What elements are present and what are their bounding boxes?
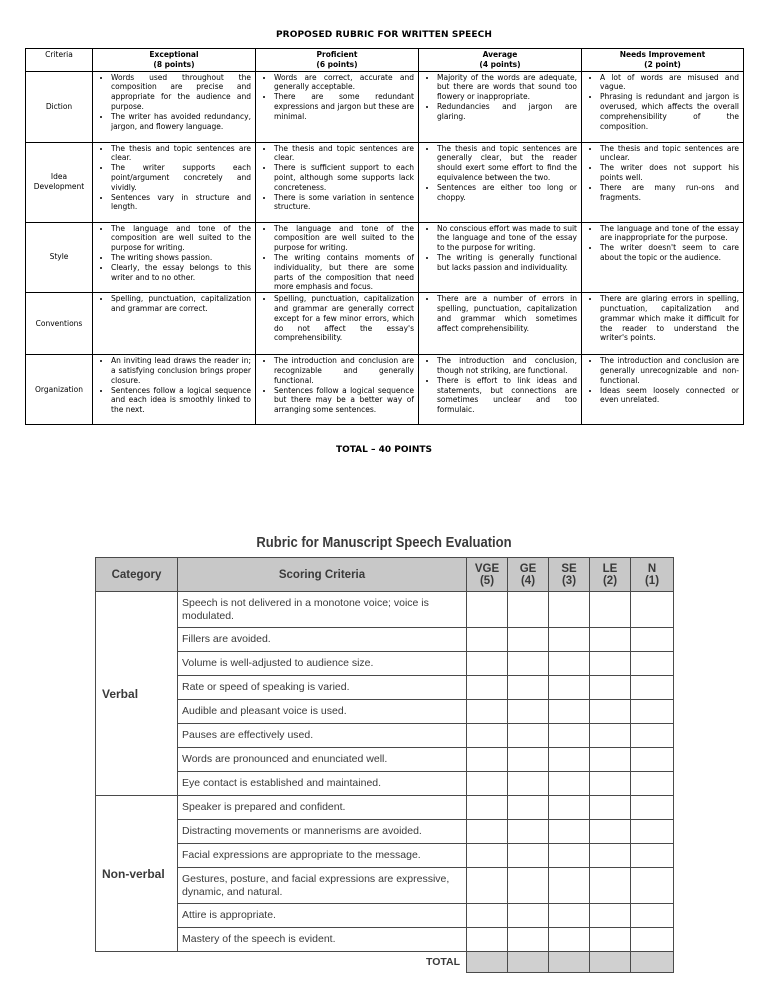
descriptor-cell-needs-improvement [582, 355, 744, 425]
score-cell-vge[interactable] [467, 844, 508, 868]
score-header-le: LE (2) [590, 558, 631, 592]
score-cell-n[interactable] [631, 724, 674, 748]
descriptor-bullet: • Majority of the words are adequate, but there are words that sound too flowery or inappropriate. [437, 73, 577, 102]
score-cell-ge[interactable] [508, 796, 549, 820]
written-rubric-title: PROPOSED RUBRIC FOR WRITTEN SPEECH [275, 30, 493, 40]
criterion-label: Style [26, 222, 93, 293]
score-cell-n[interactable] [631, 592, 674, 628]
score-cell-n[interactable] [631, 628, 674, 652]
rubric-header-row [26, 49, 744, 72]
descriptor-bullet: • There is sufficient support to each point, although some supports lack concreteness. [274, 163, 414, 192]
score-cell-le[interactable] [590, 676, 631, 700]
score-cell-se[interactable] [549, 676, 590, 700]
scoring-criterion: Speech is not delivered in a monotone voice; voice is modulated. [178, 592, 467, 628]
criterion-row [96, 796, 674, 820]
score-cell-vge[interactable] [467, 700, 508, 724]
total-row-spacer [96, 952, 178, 973]
level-header-needs-improvement: Needs Improvement (2 point) [582, 49, 744, 72]
score-cell-vge[interactable] [467, 724, 508, 748]
level-header-average: Average (4 points) [419, 49, 582, 72]
criterion-row [96, 628, 674, 652]
score-cell-le[interactable] [590, 820, 631, 844]
manuscript-rubric-title: Rubric for Manuscript Speech Evaluation [256, 535, 512, 551]
score-cell-ge[interactable] [508, 748, 549, 772]
score-cell-vge[interactable] [467, 592, 508, 628]
descriptor-bullet: • Words are correct, accurate and generally acceptable. [274, 73, 414, 93]
criterion-row [96, 592, 674, 628]
descriptor-cell-needs-improvement [582, 293, 744, 355]
descriptor-bullet: • Sentences follow a logical sequence and each idea is smoothly linked to the next. [111, 386, 251, 415]
descriptor-cell-needs-improvement [582, 222, 744, 293]
descriptor-bullet: • The writer does not support his points well. [600, 163, 739, 183]
criterion-label: Diction [26, 71, 93, 142]
score-cell-se[interactable] [549, 820, 590, 844]
score-cell-vge[interactable] [467, 772, 508, 796]
descriptor-cell-exceptional [93, 293, 256, 355]
level-header-exceptional: Exceptional (8 points) [93, 49, 256, 72]
scoring-criterion: Audible and pleasant voice is used. [178, 700, 467, 724]
criterion-label: Organization [26, 355, 93, 425]
descriptor-bullet: • Sentences follow a logical sequence but there may be a better way of arranging some sentences. [274, 386, 414, 415]
descriptor-bullet: • The thesis and topic sentences are generally clear, but the reader should exert some effort to find the equivalence between the two. [437, 144, 577, 183]
descriptor-bullet: • The writer has avoided redundancy, jargon, and flowery language. [111, 112, 251, 132]
score-cell-ge[interactable] [508, 592, 549, 628]
rubric-row [26, 71, 744, 142]
score-cell-se[interactable] [549, 904, 590, 928]
score-cell-le[interactable] [590, 652, 631, 676]
scoring-criterion: Words are pronounced and enunciated well. [178, 748, 467, 772]
score-cell-se[interactable] [549, 628, 590, 652]
descriptor-bullet: • There are a number of errors in spelling, punctuation, capitalization and grammar which sometimes affect comprehensibility. [437, 294, 577, 333]
scoring-criteria-header: Scoring Criteria [178, 558, 467, 592]
descriptor-bullet: • Redundancies and jargon are glaring. [437, 102, 577, 122]
score-cell-le[interactable] [590, 796, 631, 820]
score-cell-le[interactable] [590, 700, 631, 724]
score-cell-le[interactable] [590, 772, 631, 796]
descriptor-bullet: • The thesis and topic sentences are unclear. [600, 144, 739, 164]
score-cell-n[interactable] [631, 904, 674, 928]
score-cell-ge[interactable] [508, 772, 549, 796]
rubric-row [26, 142, 744, 222]
descriptor-bullet: • The writing contains moments of individuality, but there are some parts of the composition that need more emphasis and focus. [274, 253, 414, 292]
score-cell-se[interactable] [549, 748, 590, 772]
descriptor-bullet: • The introduction and conclusion are generally unrecognizable and non-functional. [600, 356, 739, 385]
descriptor-bullet: • There is effort to link ideas and statements, but connections are sometimes unclear and too formulaic. [437, 376, 577, 415]
total-cell-ge[interactable] [508, 952, 549, 973]
descriptor-bullet: • The thesis and topic sentences are clear. [274, 144, 414, 164]
descriptor-bullet: • Ideas seem loosely connected or even unrelated. [600, 386, 739, 406]
criterion-row [96, 868, 674, 904]
scoring-criterion: Mastery of the speech is evident. [178, 928, 467, 952]
total-cell-n[interactable] [631, 952, 674, 973]
descriptor-bullet: • Spelling, punctuation, capitalization and grammar are generally correct except for a few minor errors, which do not affect the essay's comprehensibility. [274, 294, 414, 343]
criterion-row [96, 820, 674, 844]
criterion-label: Conventions [26, 293, 93, 355]
descriptor-cell-proficient [256, 71, 419, 142]
score-cell-n[interactable] [631, 844, 674, 868]
score-cell-le[interactable] [590, 868, 631, 904]
score-cell-ge[interactable] [508, 844, 549, 868]
scoring-criterion: Speaker is prepared and confident. [178, 796, 467, 820]
score-cell-le[interactable] [590, 724, 631, 748]
score-cell-n[interactable] [631, 700, 674, 724]
score-cell-se[interactable] [549, 796, 590, 820]
descriptor-bullet: • Words used throughout the composition are precise and appropriate for the audience and purpose. [111, 73, 251, 112]
score-cell-se[interactable] [549, 700, 590, 724]
descriptor-cell-proficient [256, 222, 419, 293]
criterion-row [96, 700, 674, 724]
score-cell-se[interactable] [549, 844, 590, 868]
descriptor-bullet: • The writer doesn't seem to care about the topic or the audience. [600, 243, 739, 263]
descriptor-bullet: • The introduction and conclusion are recognizable and generally functional. [274, 356, 414, 385]
criterion-row [96, 928, 674, 952]
total-cell-vge[interactable] [467, 952, 508, 973]
descriptor-cell-average [419, 142, 582, 222]
manuscript-speech-rubric-table [95, 557, 674, 973]
scoring-criterion: Eye contact is established and maintained. [178, 772, 467, 796]
descriptor-bullet: • The language and tone of the composition are well suited to the purpose for writing. [274, 224, 414, 253]
score-cell-n[interactable] [631, 748, 674, 772]
score-cell-ge[interactable] [508, 724, 549, 748]
descriptor-bullet: • The language and tone of the composition are well suited to the purpose for writing. [111, 224, 251, 253]
total-cell-se[interactable] [549, 952, 590, 973]
score-cell-n[interactable] [631, 928, 674, 952]
descriptor-cell-exceptional [93, 355, 256, 425]
score-cell-ge[interactable] [508, 628, 549, 652]
total-cell-le[interactable] [590, 952, 631, 973]
criterion-row [96, 904, 674, 928]
descriptor-bullet: • An inviting lead draws the reader in; a satisfying conclusion brings proper closure. [111, 356, 251, 385]
score-cell-vge[interactable] [467, 928, 508, 952]
score-cell-vge[interactable] [467, 652, 508, 676]
descriptor-bullet: • There are glaring errors in spelling, punctuation, capitalization and grammar which make it difficult for the reader to understand the writer's points. [600, 294, 739, 343]
scoring-criterion: Pauses are effectively used. [178, 724, 467, 748]
descriptor-cell-exceptional [93, 222, 256, 293]
criterion-row [96, 652, 674, 676]
descriptor-cell-proficient [256, 355, 419, 425]
scoring-criterion: Volume is well-adjusted to audience size. [178, 652, 467, 676]
score-cell-le[interactable] [590, 904, 631, 928]
descriptor-bullet: • No conscious effort was made to suit the language and tone of the essay to the purpose for writing. [437, 224, 577, 253]
rubric-row [26, 222, 744, 293]
descriptor-cell-proficient [256, 293, 419, 355]
descriptor-cell-average [419, 293, 582, 355]
score-cell-se[interactable] [549, 772, 590, 796]
score-cell-le[interactable] [590, 928, 631, 952]
score-cell-le[interactable] [590, 628, 631, 652]
criterion-label: Idea Development [26, 142, 93, 222]
score-cell-vge[interactable] [467, 628, 508, 652]
rubric-row [26, 355, 744, 425]
criterion-row [96, 676, 674, 700]
category-verbal: Verbal [96, 592, 178, 796]
descriptor-bullet: • Sentences vary in structure and length. [111, 193, 251, 213]
score-cell-ge[interactable] [508, 676, 549, 700]
criteria-header: Criteria [26, 49, 93, 72]
score-cell-n[interactable] [631, 868, 674, 904]
score-cell-vge[interactable] [467, 904, 508, 928]
score-cell-se[interactable] [549, 592, 590, 628]
score-cell-le[interactable] [590, 592, 631, 628]
criterion-row [96, 748, 674, 772]
score-cell-vge[interactable] [467, 796, 508, 820]
scoring-criterion: Distracting movements or mannerisms are avoided. [178, 820, 467, 844]
score-cell-vge[interactable] [467, 676, 508, 700]
score-cell-n[interactable] [631, 652, 674, 676]
score-cell-vge[interactable] [467, 748, 508, 772]
score-cell-se[interactable] [549, 652, 590, 676]
score-cell-ge[interactable] [508, 904, 549, 928]
descriptor-cell-needs-improvement [582, 142, 744, 222]
score-cell-n[interactable] [631, 796, 674, 820]
descriptor-bullet: • There are some redundant expressions and jargon but these are minimal. [274, 92, 414, 121]
descriptor-bullet: • The writing shows passion. [111, 253, 251, 263]
score-cell-se[interactable] [549, 928, 590, 952]
descriptor-cell-average [419, 71, 582, 142]
score-cell-se[interactable] [549, 724, 590, 748]
total-row [96, 952, 674, 973]
category-non-verbal: Non-verbal [96, 796, 178, 952]
score-cell-ge[interactable] [508, 652, 549, 676]
descriptor-cell-proficient [256, 142, 419, 222]
score-cell-ge[interactable] [508, 820, 549, 844]
descriptor-bullet: • The language and tone of the essay are inappropriate for the purpose. [600, 224, 739, 244]
score-cell-n[interactable] [631, 676, 674, 700]
score-cell-se[interactable] [549, 868, 590, 904]
criterion-row [96, 724, 674, 748]
descriptor-bullet: • A lot of words are misused and vague. [600, 73, 739, 93]
descriptor-cell-average [419, 222, 582, 293]
category-header: Category [96, 558, 178, 592]
descriptor-bullet: • Spelling, punctuation, capitalization and grammar are correct. [111, 294, 251, 314]
score-header-vge: VGE (5) [467, 558, 508, 592]
scoring-criterion: Fillers are avoided. [178, 628, 467, 652]
descriptor-bullet: • The thesis and topic sentences are clear. [111, 144, 251, 164]
descriptor-cell-exceptional [93, 71, 256, 142]
level-header-proficient: Proficient (6 points) [256, 49, 419, 72]
descriptor-bullet: • Sentences are either too long or choppy. [437, 183, 577, 203]
written-speech-rubric-table [25, 48, 744, 425]
descriptor-bullet: • The writing is generally functional but lacks passion and individuality. [437, 253, 577, 273]
score-cell-ge[interactable] [508, 700, 549, 724]
score-cell-le[interactable] [590, 844, 631, 868]
descriptor-bullet: • Clearly, the essay belongs to this writer and to no other. [111, 263, 251, 283]
score-header-ge: GE (4) [508, 558, 549, 592]
manuscript-header-row [96, 558, 674, 592]
descriptor-cell-needs-improvement [582, 71, 744, 142]
score-cell-vge[interactable] [467, 868, 508, 904]
total-points-label: TOTAL – 40 POINTS [335, 445, 433, 455]
score-cell-n[interactable] [631, 820, 674, 844]
score-header-n: N (1) [631, 558, 674, 592]
scoring-criterion: Facial expressions are appropriate to the message. [178, 844, 467, 868]
scoring-criterion: Attire is appropriate. [178, 904, 467, 928]
score-cell-ge[interactable] [508, 868, 549, 904]
rubric-row [26, 293, 744, 355]
criterion-row [96, 772, 674, 796]
total-label: TOTAL [178, 952, 467, 973]
descriptor-bullet: • Phrasing is redundant and jargon is overused, which affects the overall comprehensibility of the composition. [600, 92, 739, 131]
scoring-criterion: Gestures, posture, and facial expressions are expressive, dynamic, and natural. [178, 868, 467, 904]
descriptor-cell-exceptional [93, 142, 256, 222]
descriptor-bullet: • There are many run-ons and fragments. [600, 183, 739, 203]
score-cell-vge[interactable] [467, 820, 508, 844]
score-header-se: SE (3) [549, 558, 590, 592]
criterion-row [96, 844, 674, 868]
descriptor-cell-average [419, 355, 582, 425]
score-cell-le[interactable] [590, 748, 631, 772]
score-cell-ge[interactable] [508, 928, 549, 952]
descriptor-bullet: • The writer supports each point/argument concretely and vividly. [111, 163, 251, 192]
score-cell-n[interactable] [631, 772, 674, 796]
scoring-criterion: Rate or speed of speaking is varied. [178, 676, 467, 700]
descriptor-bullet: • There is some variation in sentence structure. [274, 193, 414, 213]
descriptor-bullet: • The introduction and conclusion, though not striking, are functional. [437, 356, 577, 376]
